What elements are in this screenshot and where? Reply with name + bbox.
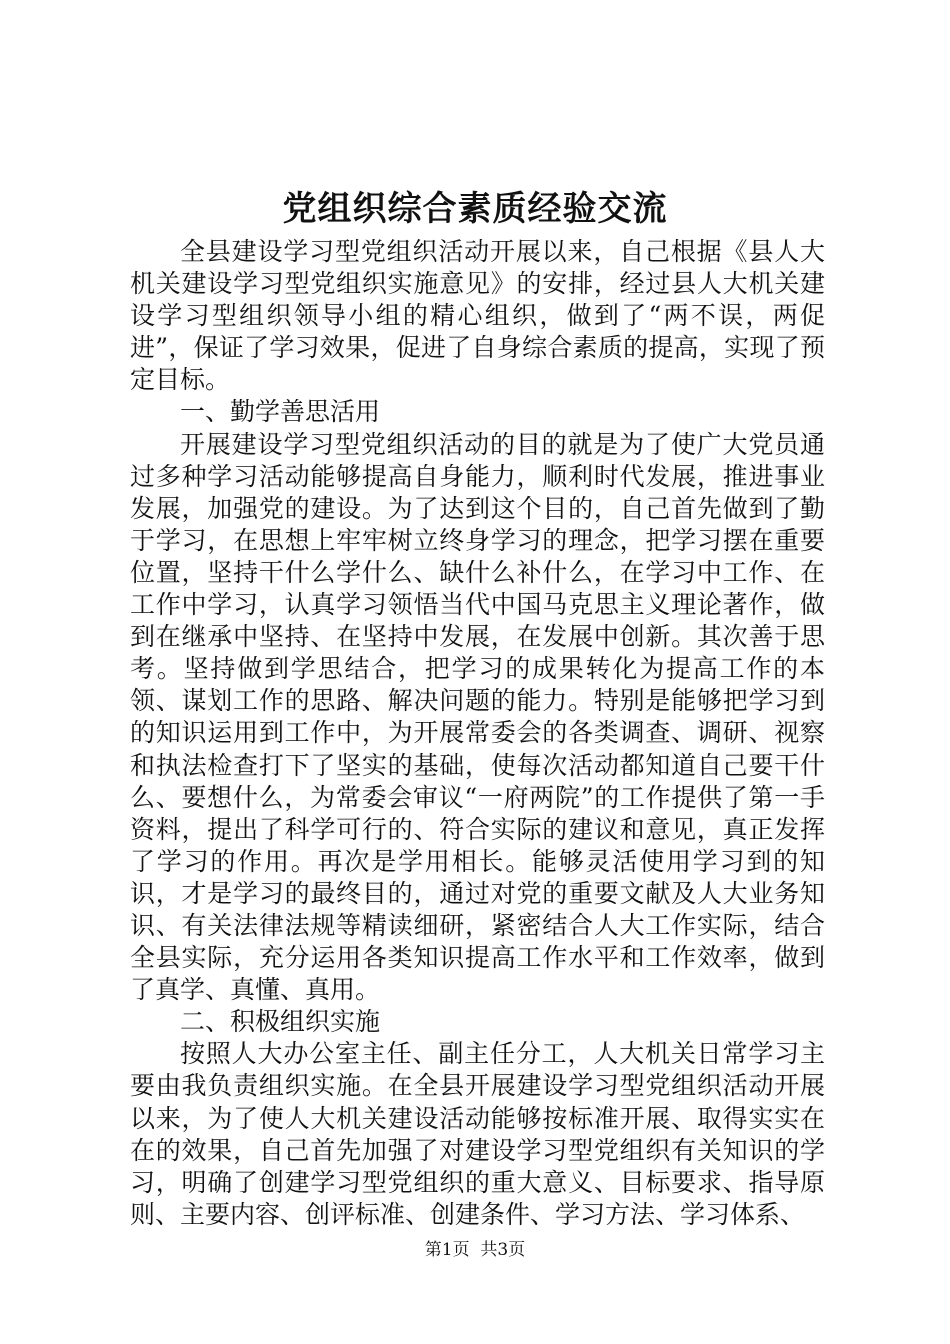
intro-paragraph: 全县建设学习型党组织活动开展以来，自己根据《县人大机关建设学习型党组织实施意见》的安排，经过县人大机关建设学习型组织领导小组的精心组织，做到了“两不误，两促进”，保证了学习效果，促进了自身综合素质的提高，实现了预定目标。 xyxy=(130,237,825,395)
section-heading-2: 二、积极组织实施 xyxy=(180,1007,381,1037)
document-body xyxy=(130,236,825,1231)
page-total: 共3页 xyxy=(480,1240,526,1260)
page-footer xyxy=(0,1238,950,1262)
document-title: 党组织综合素质经验交流 xyxy=(282,189,668,229)
section-1-paragraph: 开展建设学习型党组织活动的目的就是为了使广大党员通过多种学习活动能够提高自身能力，顺利时代发展，推进事业发展，加强党的建设。为了达到这个目的，自己首先做到了勤于学习，在思想上牢牢树立终身学习的理念，把学习摆在重要位置，坚持干什么学什么、缺什么补什么，在学习中工作、在工作中学习，认真学习领悟当代中国马克思主义理论著作，做到在继承中坚持、在坚持中发展，在发展中创新。其次善于思考。坚持做到学思结合，把学习的成果转化为提高工作的本领、谋划工作的思路、解决问题的能力。特别是能够把学习到的知识运用到工作中，为开展常委会的各类调查、调研、视察和执法检查打下了坚实的基础，使每次活动都知道自己要干什么、要想什么，为常委会审议“一府两院”的工作提供了第一手资料，提出了科学可行的、符合实际的建议和意见，真正发挥了学习的作用。再次是学用相长。能够灵活使用学习到的知识，才是学习的最终目的，通过对党的重要文献及人大业务知识、有关法律法规等精读细研，紧密结合人大工作实际，结合全县实际，充分运用各类知识提高工作水平和工作效率，做到了真学、真懂、真用。 xyxy=(130,429,825,1005)
section-heading-1: 一、勤学善思活用 xyxy=(180,397,381,427)
section-2-paragraph: 按照人大办公室主任、副主任分工，人大机关日常学习主要由我负责组织实施。在全县开展建设学习型党组织活动开展以来，为了使人大机关建设活动能够按标准开展、取得实实在在的效果，自己首先加强了对建设学习型党组织有关知识的学习，明确了创建学习型党组织的重大意义、目标要求、指导原则、主要内容、创评标准、创建条件、学习方法、学习体系、 xyxy=(130,1039,825,1229)
page-number: 第1页 xyxy=(424,1240,470,1260)
